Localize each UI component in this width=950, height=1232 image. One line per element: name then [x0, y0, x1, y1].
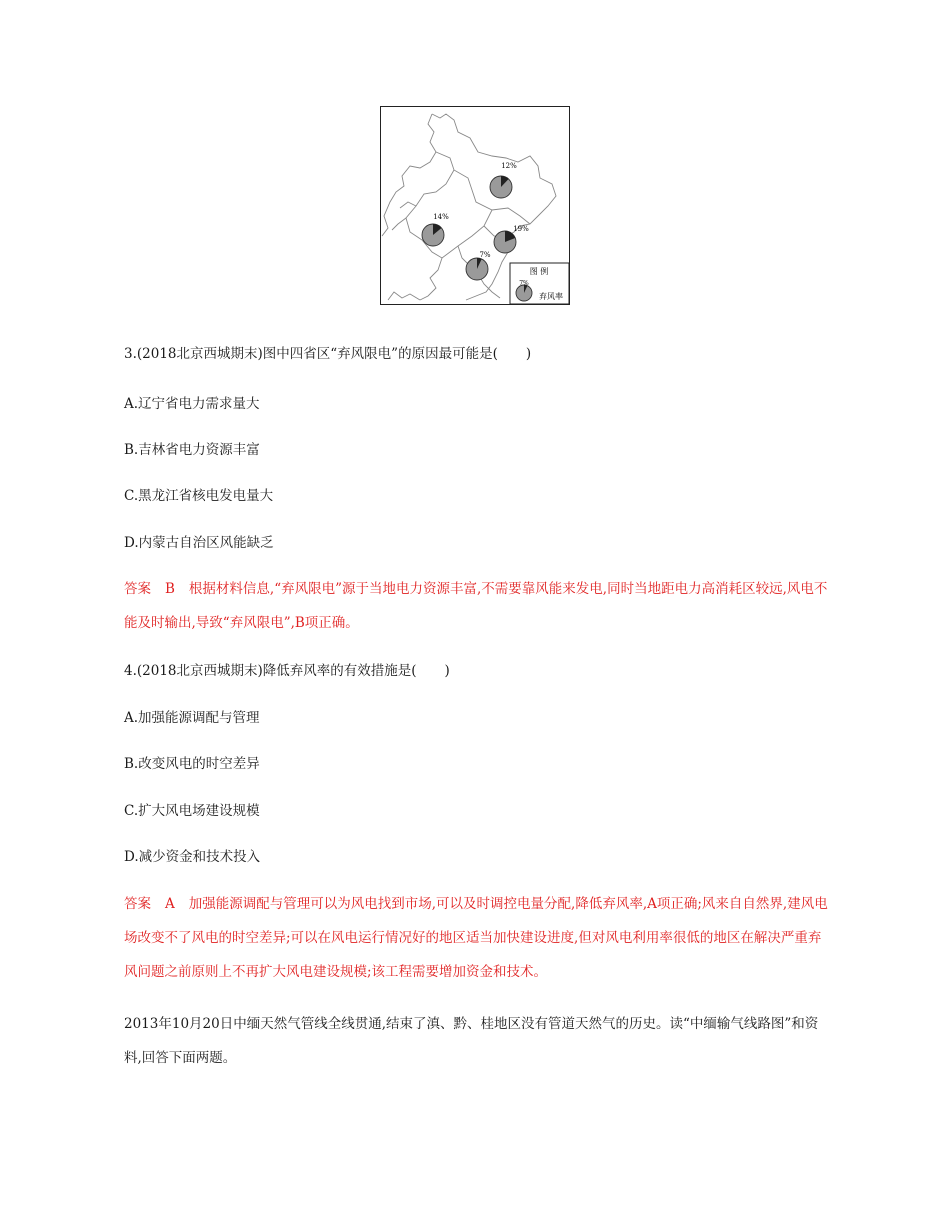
q3-answer-text: 根据材料信息,“弃风限电”源于当地电力资源丰富,不需要靠风能来发电,同时当地距电力高消耗区较远,风电不能及时输出,导致“弃风限电”,B项正确。 — [124, 581, 828, 631]
q3-option-c[interactable]: C.黑龙江省核电发电量大 — [124, 488, 274, 504]
q3-answer-letter: B — [165, 581, 175, 597]
q3-option-d[interactable]: D.内蒙古自治区风能缺乏 — [124, 535, 274, 551]
legend-label: 弃风率 — [539, 292, 563, 301]
q4-option-d[interactable]: D.减少资金和技术投入 — [124, 849, 261, 865]
wind-curtailment-map — [380, 106, 570, 305]
legend-sample-label: 7% — [519, 280, 529, 287]
q3-option-a[interactable]: A.辽宁省电力需求量大 — [124, 396, 260, 412]
q4-option-a[interactable]: A.加强能源调配与管理 — [124, 710, 260, 726]
province-1-rate-label: 14% — [433, 213, 449, 221]
province-2-rate-label: 19% — [513, 225, 529, 233]
q4-answer-key: 答案 — [124, 896, 151, 912]
q3-option-b[interactable]: B.吉林省电力资源丰富 — [124, 442, 260, 458]
q4-answer — [124, 887, 830, 989]
q4-answer-letter: A — [165, 896, 175, 912]
q4-stem: 4.(2018北京西城期末)降低弃风率的有效措施是( ) — [124, 663, 450, 679]
province-3-rate-label: 7% — [479, 251, 491, 259]
q4-option-b[interactable]: B.改变风电的时空差异 — [124, 756, 260, 772]
q4-option-c[interactable]: C.扩大风电场建设规模 — [124, 803, 260, 819]
legend-title: 图 例 — [529, 267, 549, 276]
intro-paragraph: 2013年10月20日中缅天然气管线全线贯通,结束了滇、黔、桂地区没有管道天然气的历史。读“中缅输气线路图”和资料,回答下面两题。 — [124, 1016, 819, 1066]
province-0-rate-label: 12% — [501, 162, 517, 170]
q3-stem: 3.(2018北京西城期末)图中四省区“弃风限电”的原因最可能是( ) — [124, 346, 532, 362]
q4-answer-text: 加强能源调配与管理可以为风电找到市场,可以及时调控电量分配,降低弃风率,A项正确;风来自自然界,建风电场改变不了风电的时空差异;可以在风电运行情况好的地区适当加快建设进度,但对风电利用率很低的地区在解决严重弃风问题之前原则上不再扩大风电建设规模;该工程需要增加资金和技术。 — [124, 896, 828, 980]
q3-answer-key: 答案 — [124, 581, 151, 597]
q3-answer — [124, 572, 830, 640]
